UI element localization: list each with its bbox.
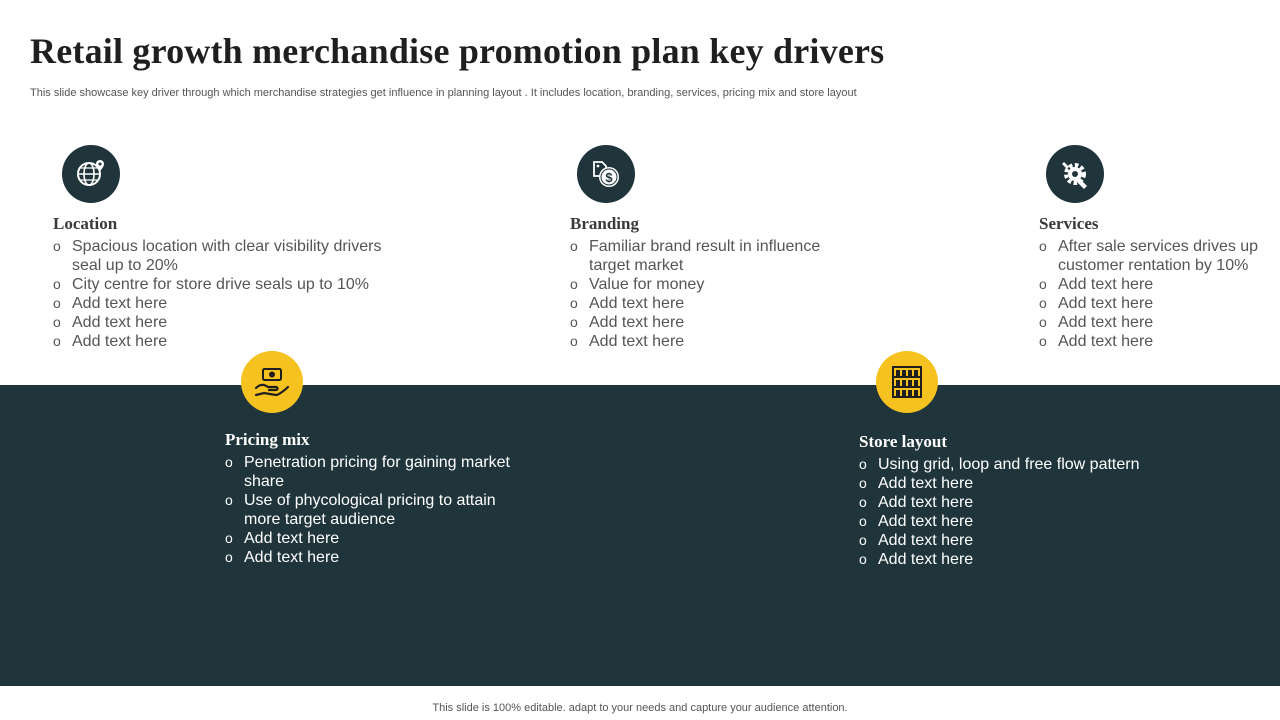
store-layout-heading: Store layout [859, 432, 947, 451]
pricing-heading: Pricing mix [225, 430, 310, 449]
price-tag-dollar-icon [577, 145, 635, 203]
list-item: o Penetration pricing for gaining market share [225, 453, 515, 491]
services-heading: Services [1039, 214, 1099, 233]
list-item: o Add text here [859, 512, 1179, 531]
list-item: o Add text here [1039, 275, 1275, 294]
pricing-list [225, 453, 515, 567]
store-layout-section [859, 432, 1179, 569]
list-item: o Add text here [859, 474, 1179, 493]
list-item: o Add text here [225, 529, 515, 548]
list-item: o Add text here [859, 493, 1179, 512]
list-item: o Use of phycological pricing to attain more target audience [225, 491, 515, 529]
svg-text:$: $ [605, 170, 613, 185]
list-item: o After sale services drives up customer rentation by 10% [1039, 237, 1275, 275]
globe-pin-icon [62, 145, 120, 203]
pricing-section [225, 430, 515, 567]
list-item: o Add text here [53, 294, 383, 313]
list-item: o City centre for store drive seals up to 10% [53, 275, 383, 294]
list-item: o Add text here [1039, 294, 1275, 313]
services-section [1039, 214, 1275, 351]
branding-section [570, 214, 830, 351]
store-layout-list [859, 455, 1179, 569]
branding-list [570, 237, 830, 351]
list-item: o Using grid, loop and free flow pattern [859, 455, 1179, 474]
branding-heading: Branding [570, 214, 639, 233]
location-section [53, 214, 383, 351]
location-list [53, 237, 383, 351]
footer-note: This slide is 100% editable. adapt to your needs and capture your audience attention. [432, 702, 848, 714]
services-list [1039, 237, 1275, 351]
list-item: o Add text here [53, 332, 383, 351]
shelves-icon [876, 351, 938, 413]
list-item: o Value for money [570, 275, 830, 294]
page-subtitle: This slide showcase key driver through which merchandise strategies get influence in planning layout . It includes location, branding, services, pricing mix and store layout [30, 87, 857, 99]
list-item: o Add text here [53, 313, 383, 332]
list-item: o Add text here [225, 548, 515, 567]
list-item: o Add text here [1039, 313, 1275, 332]
list-item: o Spacious location with clear visibility drivers seal up to 20% [53, 237, 383, 275]
list-item: o Add text here [1039, 332, 1275, 351]
list-item: o Add text here [859, 550, 1179, 569]
list-item: o Add text here [570, 332, 830, 351]
list-item: o Add text here [570, 313, 830, 332]
gear-wrench-icon [1046, 145, 1104, 203]
location-heading: Location [53, 214, 118, 233]
list-item: o Add text here [570, 294, 830, 313]
list-item: o Add text here [859, 531, 1179, 550]
hand-money-icon [241, 351, 303, 413]
page-title: Retail growth merchandise promotion plan key drivers [30, 31, 885, 71]
list-item: o Familiar brand result in influence target market [570, 237, 830, 275]
